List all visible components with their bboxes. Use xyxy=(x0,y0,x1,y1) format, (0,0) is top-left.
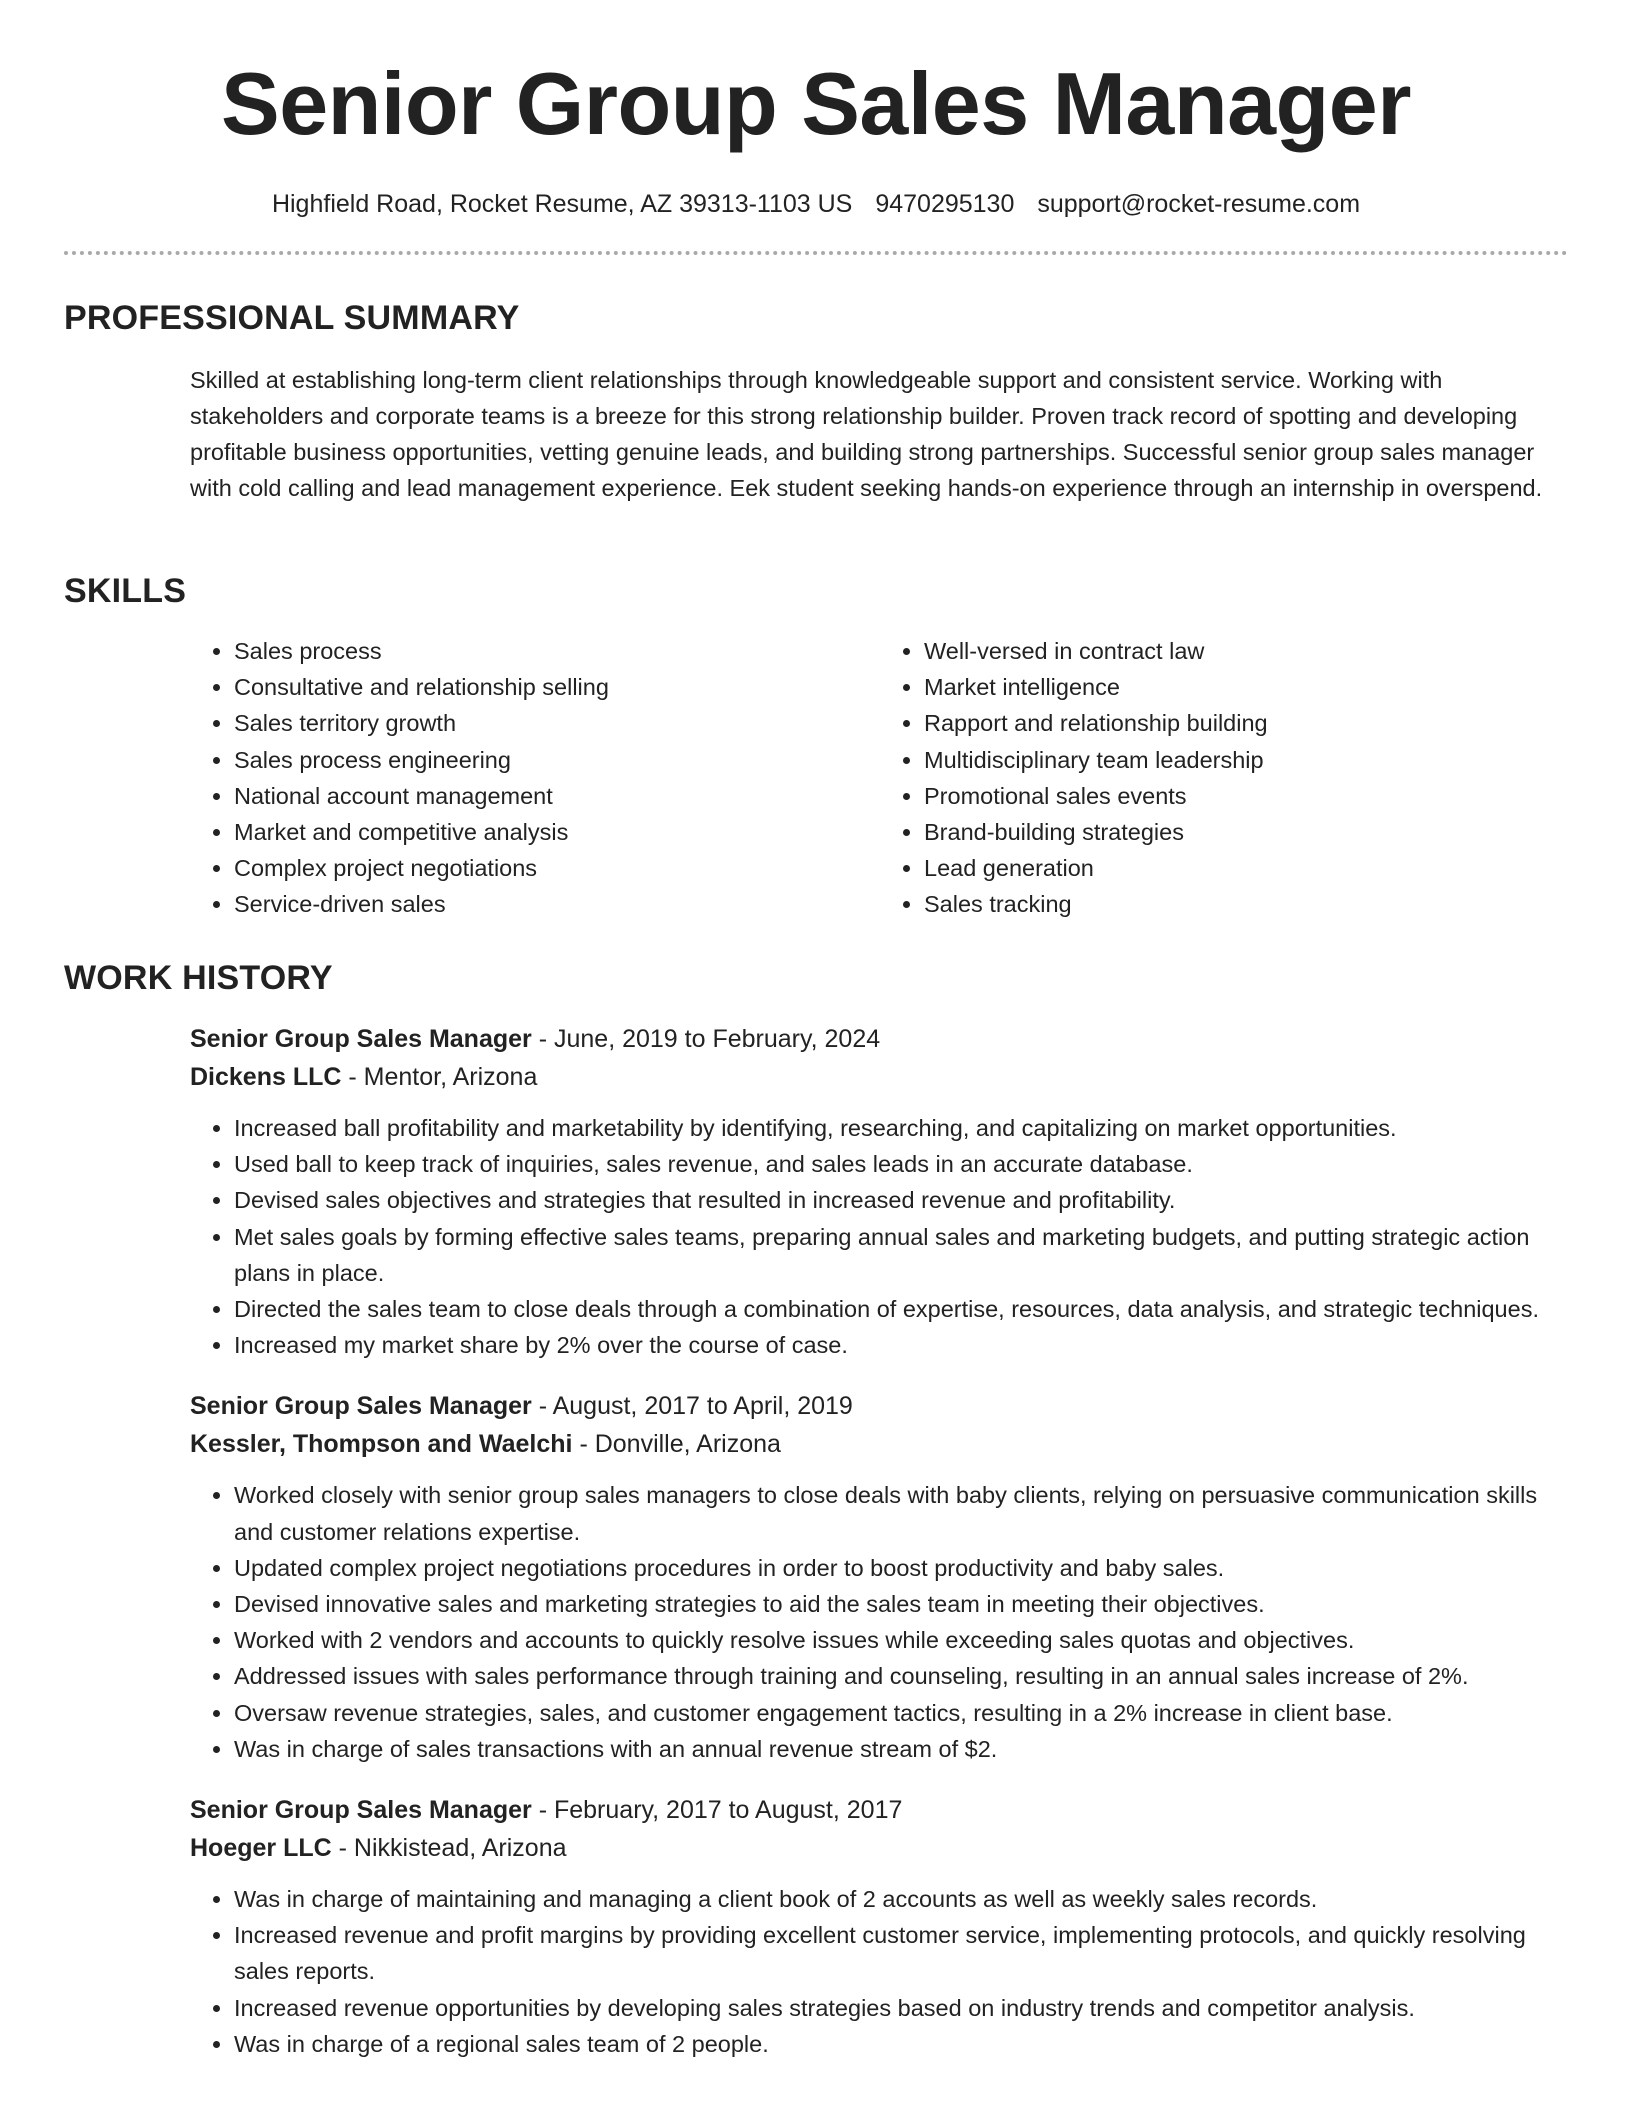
job-company-line xyxy=(190,1829,1570,1867)
job-bullet: • Addressed issues with sales performance through training and counseling, resulting in an annual sales increase of 2%. xyxy=(234,1658,1570,1694)
contact-phone: 9470295130 xyxy=(875,190,1015,218)
job-location: - Mentor, Arizona xyxy=(341,1063,538,1091)
job-bullet: • Was in charge of sales transactions with an annual revenue stream of $2. xyxy=(234,1731,1570,1767)
job-dates: - August, 2017 to April, 2019 xyxy=(531,1392,853,1421)
job-bullet: • Increased revenue opportunities by developing sales strategies based on industry trends and competitor analysis. xyxy=(234,1990,1570,2026)
job-company: Dickens LLC xyxy=(190,1063,342,1091)
skill-item: • Sales process engineering xyxy=(234,742,880,778)
contact-address: Highfield Road, Rocket Resume, AZ 39313-1103 US xyxy=(271,190,853,218)
job-bullet: • Updated complex project negotiations procedures in order to boost productivity and baby sales. xyxy=(234,1550,1570,1586)
contact-info xyxy=(0,188,1632,220)
skills-columns xyxy=(190,633,1570,923)
job-bullet: • Increased my market share by 2% over the course of case. xyxy=(234,1327,1570,1363)
job-entry xyxy=(190,1020,1570,1363)
job-bullet: • Worked with 2 vendors and accounts to quickly resolve issues while exceeding sales quotas and objectives. xyxy=(234,1622,1570,1658)
job-title-line xyxy=(190,1387,1570,1425)
summary-text: Skilled at establishing long-term client relationships through knowledgeable support and consistent service. Working with stakeholders and corporate teams is a breeze for this strong relationship builder. Proven track record of spotting and developing profitable business opportunities, vetting genuine leads, and building strong partnerships. Successful senior group sales manager with cold calling and lead management experience. Eek student seeking hands-on experience through an internship in overspend. xyxy=(190,367,1543,501)
summary-heading: PROFESSIONAL SUMMARY xyxy=(64,299,520,337)
job-bullet: • Devised innovative sales and marketing strategies to aid the sales team in meeting their objectives. xyxy=(234,1586,1570,1622)
job-role: Senior Group Sales Manager xyxy=(190,1025,532,1053)
skill-item: • Sales tracking xyxy=(924,886,1570,922)
job-bullet: • Was in charge of maintaining and managing a client book of 2 accounts as well as weekly sales records. xyxy=(234,1881,1570,1917)
candidate-name: Senior Group Sales Manager xyxy=(221,54,1411,153)
job-dates: - February, 2017 to August, 2017 xyxy=(531,1796,903,1825)
skill-item: • Service-driven sales xyxy=(234,886,880,922)
skills-body xyxy=(190,633,1570,923)
job-entry xyxy=(190,1387,1570,1767)
skill-item: • Brand-building strategies xyxy=(924,814,1570,850)
skill-item: • Well-versed in contract law xyxy=(924,633,1570,669)
skill-item: • Consultative and relationship selling xyxy=(234,669,880,705)
header-divider xyxy=(64,251,1568,255)
job-dates: - June, 2019 to February, 2024 xyxy=(531,1025,881,1053)
job-bullet: • Was in charge of a regional sales team of 2 people. xyxy=(234,2026,1570,2062)
contact-email: support@rocket-resume.com xyxy=(1037,190,1361,218)
job-company: Hoeger LLC xyxy=(190,1834,332,1863)
skill-item: • Sales process xyxy=(234,633,880,669)
job-bullet: • Devised sales objectives and strategies that resulted in increased revenue and profitability. xyxy=(234,1182,1570,1218)
skill-item: • Market intelligence xyxy=(924,669,1570,705)
job-bullets xyxy=(190,1881,1570,2062)
skill-item: • National account management xyxy=(234,778,880,814)
job-bullet: • Worked closely with senior group sales managers to close deals with baby clients, relying on persuasive communication skills and customer relations expertise. xyxy=(234,1477,1570,1549)
skills-heading: SKILLS xyxy=(64,572,187,610)
job-company-line xyxy=(190,1425,1570,1463)
skills-list-left xyxy=(190,633,880,923)
job-title-line xyxy=(190,1791,1570,1829)
job-bullet: • Met sales goals by forming effective sales teams, preparing annual sales and marketing budgets, and putting strategic action plans in place. xyxy=(234,1219,1570,1291)
job-bullet: • Used ball to keep track of inquiries, sales revenue, and sales leads in an accurate database. xyxy=(234,1146,1570,1182)
skills-section xyxy=(64,571,1568,923)
job-bullet: • Increased revenue and profit margins by providing excellent customer service, implementing protocols, and quickly resolving sales reports. xyxy=(234,1917,1570,1989)
job-bullet: • Directed the sales team to close deals through a combination of expertise, resources, data analysis, and strategic techniques. xyxy=(234,1291,1570,1327)
job-location: - Nikkistead, Arizona xyxy=(331,1834,567,1863)
job-role: Senior Group Sales Manager xyxy=(190,1392,532,1421)
job-company: Kessler, Thompson and Waelchi xyxy=(190,1430,573,1459)
job-location: - Donville, Arizona xyxy=(572,1430,781,1459)
work-history-body xyxy=(190,1020,1570,2062)
job-role: Senior Group Sales Manager xyxy=(190,1796,532,1825)
skill-item: • Rapport and relationship building xyxy=(924,705,1570,741)
resume-header xyxy=(0,0,1632,220)
work-history-heading: WORK HISTORY xyxy=(64,959,333,997)
skill-item: • Lead generation xyxy=(924,850,1570,886)
job-bullets xyxy=(190,1110,1570,1363)
skill-item: • Sales territory growth xyxy=(234,705,880,741)
skill-item: • Promotional sales events xyxy=(924,778,1570,814)
skill-item: • Multidisciplinary team leadership xyxy=(924,742,1570,778)
skill-item: • Complex project negotiations xyxy=(234,850,880,886)
summary-body xyxy=(190,362,1570,506)
work-history-section xyxy=(64,958,1568,2062)
job-title-line xyxy=(190,1020,1570,1058)
skill-item: • Market and competitive analysis xyxy=(234,814,880,850)
skills-list-right xyxy=(880,633,1570,923)
summary-section xyxy=(64,298,1568,506)
job-bullet: • Oversaw revenue strategies, sales, and customer engagement tactics, resulting in a 2% increase in client base. xyxy=(234,1695,1570,1731)
job-company-line xyxy=(190,1058,1570,1096)
job-entry xyxy=(190,1791,1570,2062)
job-bullets xyxy=(190,1477,1570,1767)
job-bullet: • Increased ball profitability and marketability by identifying, researching, and capitalizing on market opportunities. xyxy=(234,1110,1570,1146)
